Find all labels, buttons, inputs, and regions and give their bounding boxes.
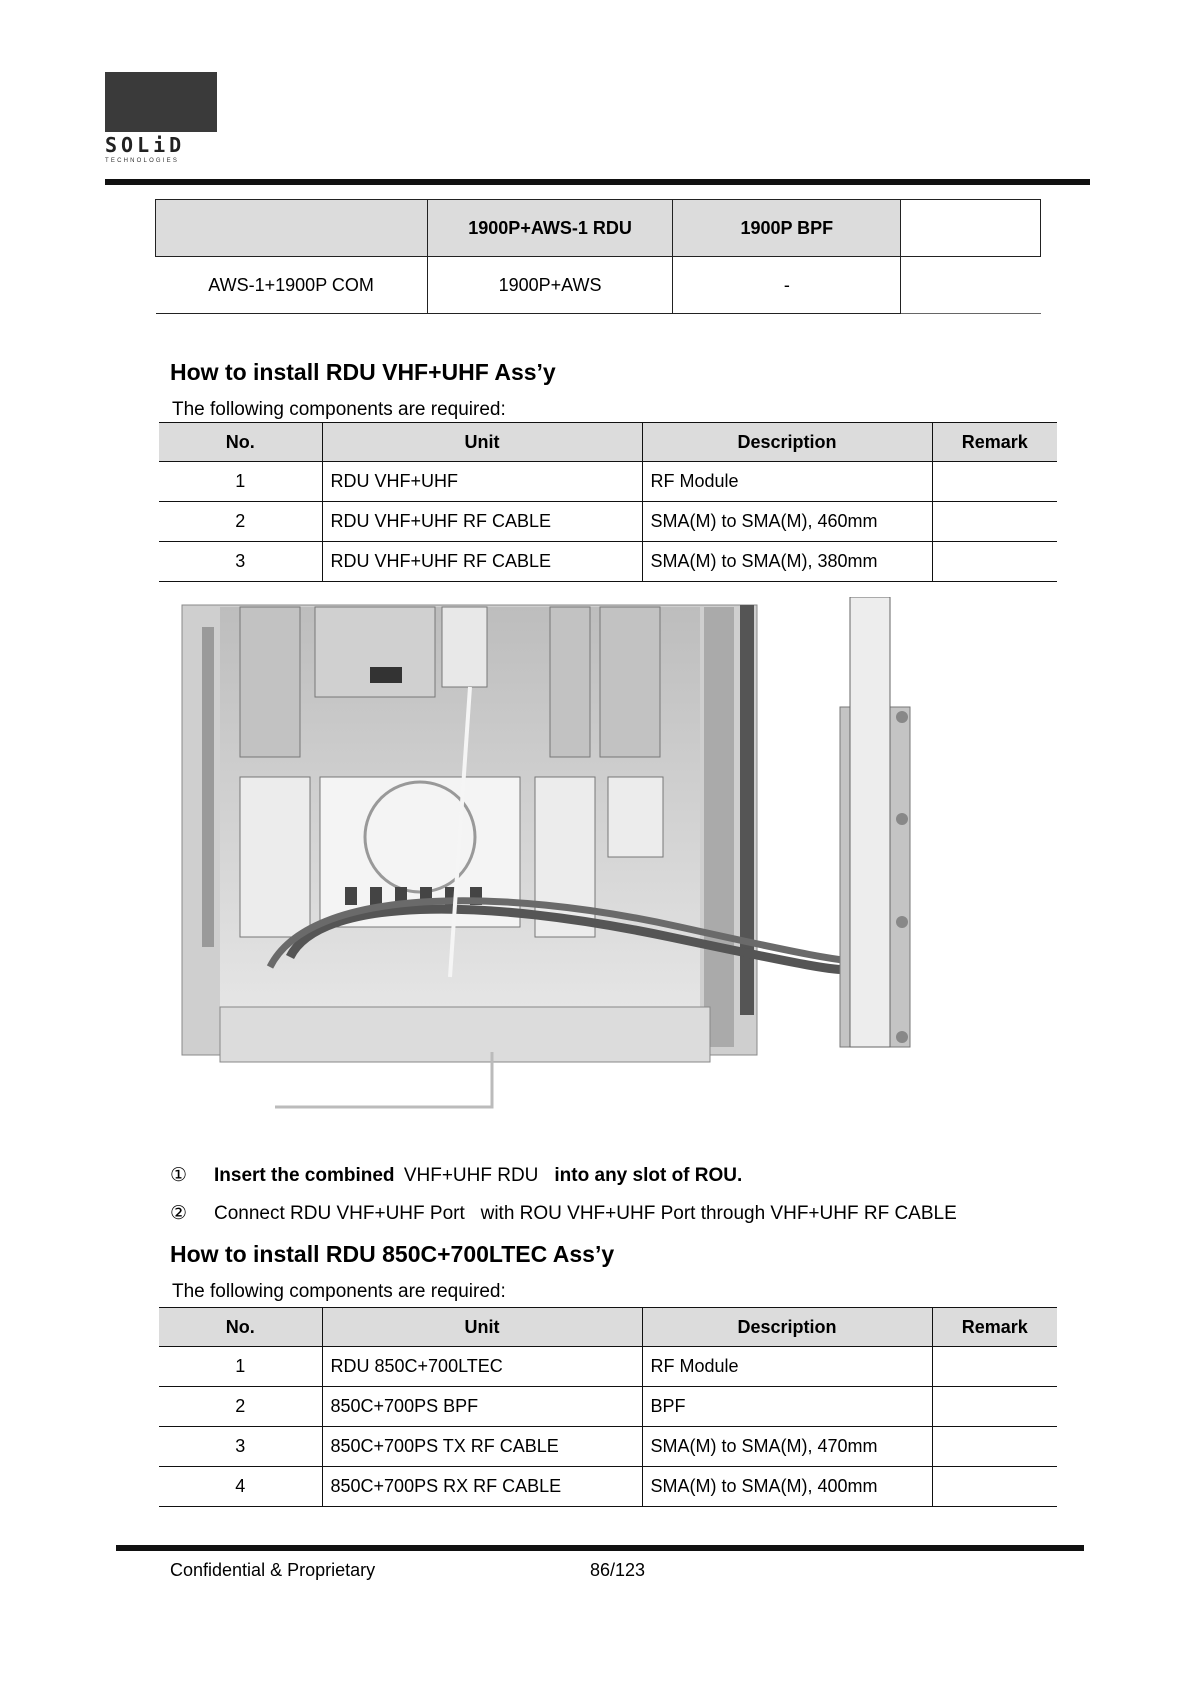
step-text: VHF+UHF RDU — [403, 1165, 539, 1186]
section2-title: How to install RDU 850C+700LTEC Ass’y — [170, 1241, 615, 1267]
section1-title: How to install RDU VHF+UHF Ass’y — [170, 359, 556, 385]
step-2 — [170, 1202, 957, 1225]
cell-unit: RDU 850C+700LTEC — [322, 1347, 642, 1387]
top-table-header-cell: 1900P+AWS-1 RDU — [427, 200, 673, 257]
column-header-unit: Unit — [322, 423, 642, 462]
cell-description: RF Module — [642, 462, 932, 502]
cell-remark — [932, 542, 1057, 582]
column-header-unit: Unit — [322, 1308, 642, 1347]
table-header-row — [159, 1308, 1057, 1347]
top-table-header-cell — [156, 200, 428, 257]
table-row — [159, 502, 1057, 542]
cell-remark — [932, 1467, 1057, 1507]
step-number: ② — [170, 1203, 188, 1224]
step-text-bold: Insert the combined — [214, 1165, 395, 1186]
cell-no: 1 — [159, 1347, 322, 1387]
page-number: 86/123 — [590, 1560, 646, 1580]
table-row — [159, 1347, 1057, 1387]
table-row — [159, 1427, 1057, 1467]
table-header-row — [159, 423, 1057, 462]
rdu-installation-figure — [180, 597, 960, 1157]
top-table-cell: 1900P+AWS — [427, 257, 673, 314]
cell-unit: 850C+700PS TX RF CABLE — [322, 1427, 642, 1467]
cell-remark — [932, 1347, 1057, 1387]
cell-remark — [932, 462, 1057, 502]
cell-no: 2 — [159, 1387, 322, 1427]
column-header-no: No. — [159, 1308, 322, 1347]
cell-no: 2 — [159, 502, 322, 542]
step-text-bold: into any slot of ROU. — [554, 1165, 743, 1186]
table-row — [159, 462, 1057, 502]
top-table-row — [156, 257, 1041, 314]
top-table-header — [156, 200, 1041, 257]
cell-description: SMA(M) to SMA(M), 380mm — [642, 542, 932, 582]
top-table-cell: AWS-1+1900P COM — [156, 257, 428, 314]
column-header-remark: Remark — [932, 423, 1057, 462]
cell-no: 1 — [159, 462, 322, 502]
footer-rule — [116, 1545, 1084, 1551]
section2-components-table — [159, 1307, 1057, 1507]
cell-description: RF Module — [642, 1347, 932, 1387]
section2-required-text: The following components are required: — [172, 1281, 506, 1302]
cell-remark — [932, 1387, 1057, 1427]
cell-unit: RDU VHF+UHF RF CABLE — [322, 502, 642, 542]
top-table-cell — [901, 257, 1041, 314]
top-table-cell: - — [673, 257, 901, 314]
top-table-header-cell — [901, 200, 1041, 257]
company-logo — [105, 72, 217, 168]
cell-unit: 850C+700PS BPF — [322, 1387, 642, 1427]
top-table-header-cell: 1900P BPF — [673, 200, 901, 257]
top-table — [155, 199, 1041, 314]
section1-components-table — [159, 422, 1057, 582]
column-header-no: No. — [159, 423, 322, 462]
table-row — [159, 542, 1057, 582]
table-row — [159, 1387, 1057, 1427]
logo-wordmark: SOLiD — [105, 133, 186, 157]
cell-description: BPF — [642, 1387, 932, 1427]
footer-confidential: Confidential & Proprietary — [170, 1560, 376, 1580]
column-header-description: Description — [642, 1308, 932, 1347]
cell-unit: 850C+700PS RX RF CABLE — [322, 1467, 642, 1507]
cell-no: 4 — [159, 1467, 322, 1507]
section1-required-text: The following components are required: — [172, 399, 506, 420]
cell-no: 3 — [159, 542, 322, 582]
cell-no: 3 — [159, 1427, 322, 1467]
column-header-remark: Remark — [932, 1308, 1057, 1347]
cell-unit: RDU VHF+UHF — [322, 462, 642, 502]
cell-description: SMA(M) to SMA(M), 460mm — [642, 502, 932, 542]
column-header-description: Description — [642, 423, 932, 462]
table-row — [159, 1467, 1057, 1507]
cell-description: SMA(M) to SMA(M), 400mm — [642, 1467, 932, 1507]
step-text: Connect RDU VHF+UHF Port with ROU VHF+UHF Port through VHF+UHF RF CABLE — [214, 1203, 957, 1224]
logo-block — [105, 72, 217, 132]
step-number: ① — [170, 1165, 188, 1186]
cell-unit: RDU VHF+UHF RF CABLE — [322, 542, 642, 582]
header-rule — [105, 179, 1090, 185]
cell-remark — [932, 502, 1057, 542]
step-1 — [170, 1164, 742, 1187]
cell-description: SMA(M) to SMA(M), 470mm — [642, 1427, 932, 1467]
cell-remark — [932, 1427, 1057, 1467]
logo-subtitle: TECHNOLOGIES — [105, 158, 180, 164]
